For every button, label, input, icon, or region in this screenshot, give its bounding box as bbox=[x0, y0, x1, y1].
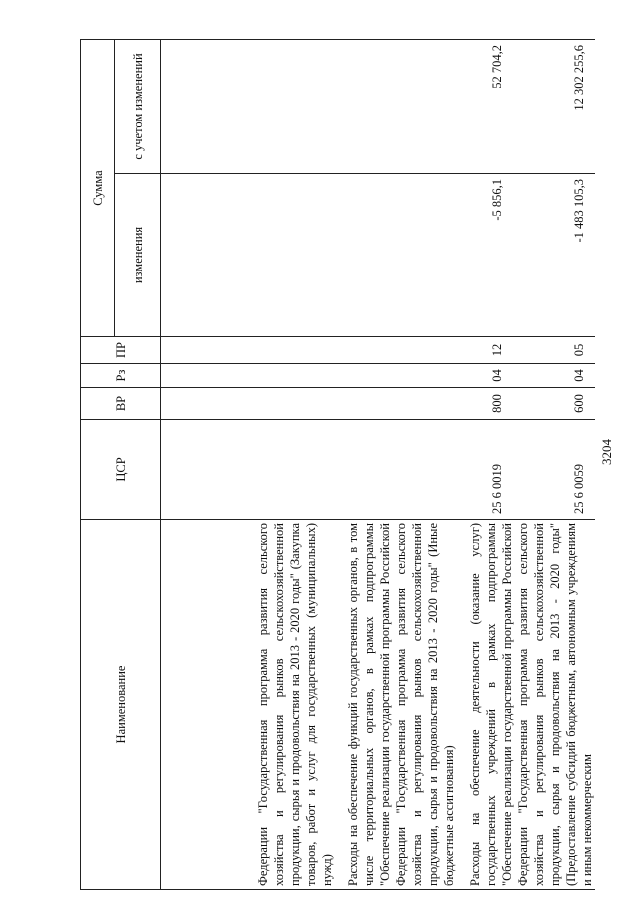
pr-value: 12 bbox=[490, 343, 504, 357]
change-value: -5 856,1 bbox=[490, 179, 504, 221]
name-column-cell bbox=[161, 520, 596, 890]
row-text-functions: Расходы на обеспечение функций государственных органов, в том числе территориальных органов, в рамках подпрограммы "Обеспечение реализации государственной программы Российской Федерации "Государственная программа развития сельского хозяйства и регулирования рынков сельскохозяйственной продукции, сырья и продовольствия на 2013 - 2020 годы" (Иные бюджетные ассигнования) bbox=[346, 523, 456, 886]
header-with-changes: с учетом изменений bbox=[115, 40, 161, 174]
pr-column-cell bbox=[161, 337, 596, 364]
change-column-cell bbox=[161, 174, 596, 337]
pr-value: 05 bbox=[572, 343, 586, 357]
header-csr: ЦСР bbox=[81, 420, 161, 520]
total-value: 52 704,2 bbox=[490, 45, 504, 89]
csr-value: 25 6 0019 bbox=[490, 464, 504, 514]
rotated-table-wrapper bbox=[80, 40, 595, 890]
budget-table bbox=[80, 39, 595, 890]
total-value: 12 302 255,6 bbox=[572, 45, 586, 111]
header-change: изменения bbox=[115, 174, 161, 337]
csr-column-cell bbox=[161, 420, 596, 520]
change-value: -1 483 105,3 bbox=[572, 179, 586, 243]
rz-value: 04 bbox=[490, 369, 504, 382]
vr-value: 600 bbox=[572, 394, 586, 413]
row-text-institutions: Расходы на обеспечение деятельности (оказание услуг) государственных учреждений в рамках подпрограммы "Обеспечение реализации государственной программы Российской Федерации "Государственная программа развития сельского хозяйства и регулирования рынков сельскохозяйственной продукции, сырья и продовольствия на 2013 - 2020 годы" (Предоставление субсидий бюджетным, автономным учреждениям и иным некоммерческим bbox=[468, 523, 594, 886]
total-column-cell bbox=[161, 40, 596, 174]
page-number: 3204 bbox=[599, 439, 614, 465]
rz-column-cell bbox=[161, 364, 596, 388]
header-pr: ПР bbox=[81, 337, 161, 364]
row-text-continued: Федерации "Государственная программа развития сельского хозяйства и регулирования рынков сельскохозяйственной продукции, сырья и продовольствия на 2013 - 2020 годы" (Закупка товаров, работ и услуг для государственных (муниципальных) нужд) bbox=[256, 523, 334, 886]
header-sum: Сумма bbox=[81, 40, 115, 337]
header-name: Наименование bbox=[81, 520, 161, 890]
vr-column-cell bbox=[161, 388, 596, 420]
table-row-group bbox=[161, 40, 596, 890]
rz-value: 04 bbox=[572, 369, 586, 382]
header-rz: Рз bbox=[81, 364, 161, 388]
vr-value: 800 bbox=[490, 394, 504, 413]
csr-value: 25 6 0059 bbox=[572, 464, 586, 514]
header-vr: ВР bbox=[81, 388, 161, 420]
